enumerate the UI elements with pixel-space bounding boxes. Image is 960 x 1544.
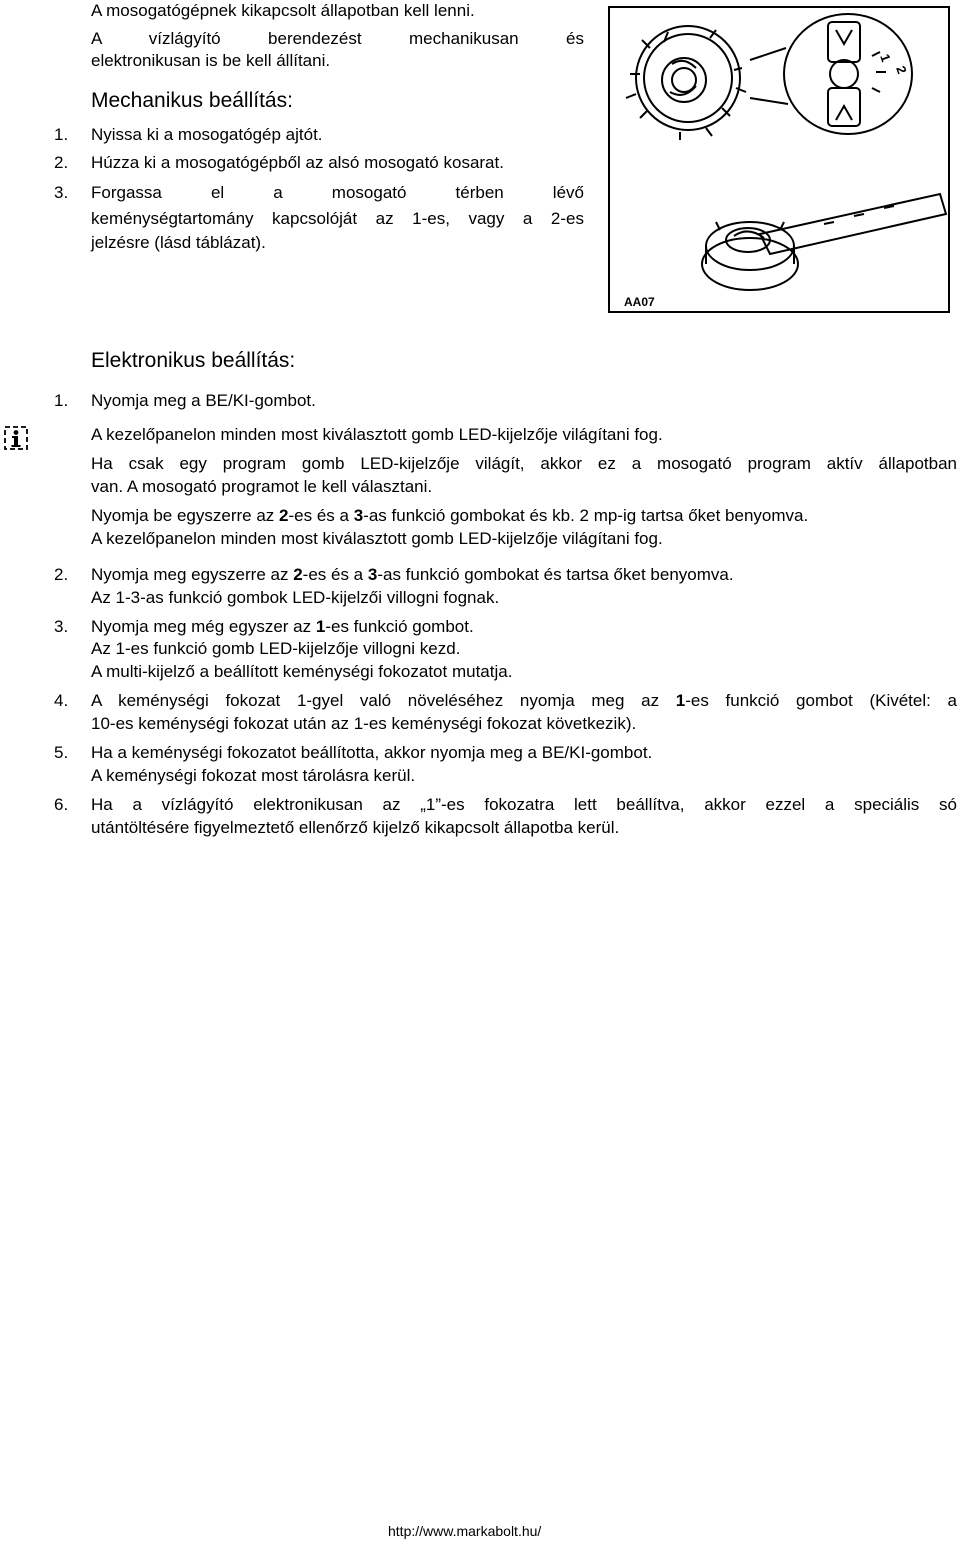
- dial-mark-1: 1: [877, 51, 894, 64]
- elec-step-1-number: 1.: [54, 391, 69, 410]
- intro-line-2: A vízlágyító berendezést mechanikusan és: [91, 29, 584, 48]
- mech-step-3-line-3: jelzésre (lásd táblázat).: [91, 233, 266, 252]
- mech-step-3-line-1: Forgassa el a mosogató térben lévő: [91, 183, 584, 202]
- elec-step-2-line-1: Nyomja meg egyszerre az 2-es és a 3-as funkció gombokat és tartsa őket benyomva.: [91, 565, 734, 584]
- elec-step-6-line-1: Ha a vízlágyító elektronikusan az „1”-es fokozatra lett beállítva, akkor ezzel a speciális só: [91, 795, 957, 814]
- hardness-selector-illustration: [610, 8, 948, 311]
- elec-step-3-line-1: Nyomja meg még egyszer az 1-es funkció gombot.: [91, 617, 474, 636]
- elec-step-4-line-1: A keménységi fokozat 1-gyel való növeléséhez nyomja meg az 1-es funkció gombot (Kivétel: a: [91, 691, 957, 710]
- mechanical-heading: Mechanikus beállítás:: [91, 89, 293, 112]
- info-icon: [2, 424, 30, 452]
- elec-step-3-number: 3.: [54, 617, 69, 636]
- elec-step-1-text: Nyomja meg a BE/KI-gombot.: [91, 391, 316, 410]
- info-line-4: Nyomja be egyszerre az 2-es és a 3-as funkció gombokat és kb. 2 mp-ig tartsa őket benyomva.: [91, 506, 809, 525]
- elec-step-6-line-2: utántöltésére figyelmeztető ellenőrző kijelző kikapcsolt állapotba kerül.: [91, 818, 620, 837]
- elec-step-4-line-2: 10-es keménységi fokozat után az 1-es keménységi fokozat következik).: [91, 714, 637, 733]
- mech-step-2-text: Húzza ki a mosogatógépből az alsó mosogató kosarat.: [91, 153, 504, 172]
- mech-step-3-line-2: keménységtartomány kapcsolóját az 1-es, vagy a 2-es: [91, 209, 584, 228]
- mech-step-3-number: 3.: [54, 183, 69, 202]
- intro-line-1: A mosogatógépnek kikapcsolt állapotban kell lenni.: [91, 1, 475, 20]
- electronic-heading: Elektronikus beállítás:: [91, 349, 296, 372]
- info-line-2: Ha csak egy program gomb LED-kijelzője világít, akkor ez a mosogató program aktív állapotban: [91, 454, 957, 473]
- elec-step-3-line-2: Az 1-es funkció gomb LED-kijelzője villogni kezd.: [91, 639, 461, 658]
- elec-step-2-number: 2.: [54, 565, 69, 584]
- elec-step-3-line-3: A multi-kijelző a beállított keménységi fokozatot mutatja.: [91, 662, 513, 681]
- info-line-5: A kezelőpanelon minden most kiválasztott gomb LED-kijelzője világítani fog.: [91, 529, 663, 548]
- elec-step-2-line-2: Az 1-3-as funkció gombok LED-kijelzői villogni fognak.: [91, 588, 500, 607]
- info-line-3: van. A mosogató programot le kell választani.: [91, 477, 433, 496]
- elec-step-4-number: 4.: [54, 691, 69, 710]
- elec-step-5-line-1: Ha a keménységi fokozatot beállította, akkor nyomja meg a BE/KI-gombot.: [91, 743, 653, 762]
- figure-label: AA07: [624, 295, 655, 309]
- dial-mark-2: 2: [893, 63, 910, 76]
- elec-step-5-number: 5.: [54, 743, 69, 762]
- mech-step-2-number: 2.: [54, 153, 69, 172]
- hardness-selector-figure: [608, 6, 950, 313]
- intro-line-3: elektronikusan is be kell állítani.: [91, 51, 331, 70]
- mech-step-1-text: Nyissa ki a mosogatógép ajtót.: [91, 125, 323, 144]
- footer-url[interactable]: http://www.markabolt.hu/: [388, 1523, 542, 1539]
- elec-step-6-number: 6.: [54, 795, 69, 814]
- mech-step-1-number: 1.: [54, 125, 69, 144]
- elec-step-5-line-2: A keménységi fokozat most tárolásra kerül.: [91, 766, 416, 785]
- info-line-1: A kezelőpanelon minden most kiválasztott gomb LED-kijelzője világítani fog.: [91, 425, 663, 444]
